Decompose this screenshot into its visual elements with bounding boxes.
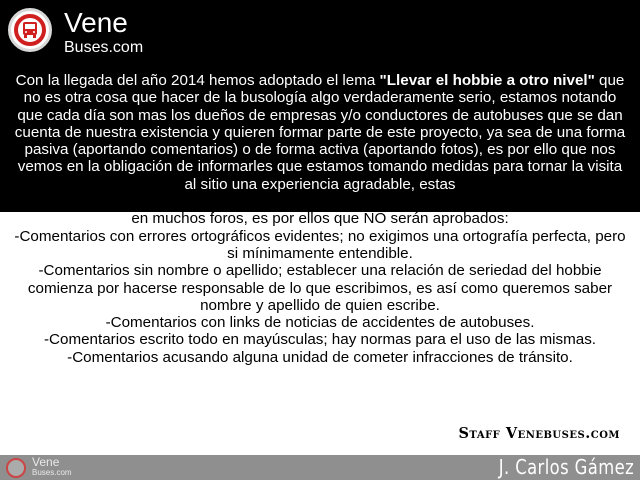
footer-logo-domain: Buses.com [32,468,72,477]
rules-intro: medidas no son algo de otro mundo, solo tiene que ver con el sentido común obligatorio en muchos foros, es por ellos que NO serán aprobados: [23,193,617,228]
logo-badge [8,8,52,52]
venebuses-logo [8,8,158,60]
logo-domain: Buses.com [64,39,144,56]
intro-text-a: Con la llegada del año 2014 hemos adoptado el lema [15,72,380,89]
signature: Staff Venebuses.com [458,425,620,442]
article-body [14,72,626,366]
footer-logo [6,457,86,479]
footer-logo-badge [6,458,26,478]
bus-icon [21,21,39,39]
rule-item: -Comentarios con errores ortográficos evidentes; no exigimos una ortografía perfecta, pero si mínimamente entendible. [14,227,626,262]
rule-item: -Comentarios con links de noticias de accidentes de autobuses. [105,314,535,332]
motto: "Llevar el hobbie a otro nivel" [379,72,595,89]
rule-item: -Comentarios sin nombre o apellido; establecer una relación de seriedad del hobbie comienza por hacerse responsable de lo que escribimos, es así como queremos saber nombre y apellido de quien escribe. [27,262,613,314]
rule-item: -Comentarios acusando alguna unidad de cometer infracciones de tránsito. [67,348,573,366]
rule-item: -Comentarios escrito todo en mayúsculas; hay normas para el uso de las mismas. [43,331,597,349]
logo-name: Vene [64,7,128,38]
footer-logo-name: Vene [32,455,60,469]
author-credit: J. Carlos Gámez [498,455,634,479]
intro-text-b: que no es otra cosa que hacer de la busología algo verdaderamente serio, estamos notando que cada día son mas los dueños de empresas y/o conductores de autobuses que se dan cuenta de nuestra existencia y quieren formar parte de este proyecto, ya sea de una forma pasiva (aportando comentarios) o de forma activa (aportando fotos), es por ello que nos vemos en la obligación de informarles que estamos tomando medidas para tornar la visita al sitio una experiencia agradable, estas [14,72,626,193]
